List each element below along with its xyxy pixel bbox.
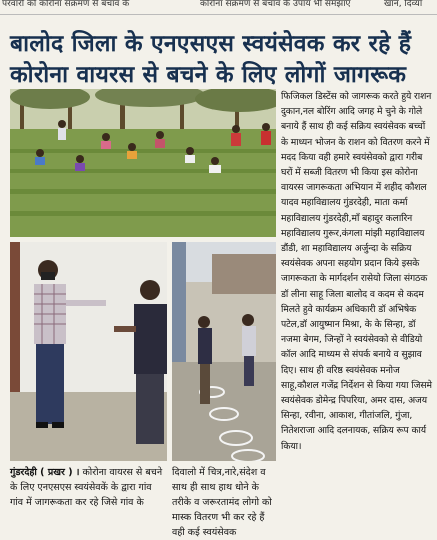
mask-distribution-image (10, 242, 167, 461)
top-strip (0, 0, 437, 15)
article-bottom-left-text: कोरोना वायरस से बचने के लिए एनएसएस स्वयंसेवकें के द्वारा गांव गांव में जागरूकता कर रहे जिसे गांव के (10, 467, 163, 508)
headline (10, 28, 430, 90)
headline-line2: कोरोना वायरस से बचने के लिए लोगों जागरूक (10, 61, 407, 88)
mask-distribution-photo (10, 242, 167, 461)
circles-painting-photo (172, 242, 276, 461)
headline-line1: बालोद जिला के एनएसएस स्वयंसेवक कर रहे हैं (10, 30, 412, 57)
article-bottom-middle (172, 465, 278, 540)
article-bottom-middle-text: दिवालो में चित्र,नारे,संदेश व साथ ही साथ हाथ धोने के तरीके व जरूरतामंद लोगो को मास्क वितरण भी कर रहे हैं वही कई स्वयंसेवक (172, 467, 272, 538)
article-right-column-text: फिजिकल डिस्टेंस को जागरूक करते हुये राशन दुकान,नल बोरिंग आदि जगह मे चुने के गोले बनाये हैं साथ ही कई सक्रिय स्वयंसेवक बच्चों के माध्यन भोजन के राशन को वितरण करने में मदद किया वही हमारे स्वयंसेवको द्वारा गरीब घरों में सब्जी वितरण भी किया इस कोरोना वायरस जागरूकता अभियान में शहीद कौशल यादव महाविद्यालय गुंडरदेही, माता कर्मा महाविद्यालय गुंडरदेही,मॉं बहादुर कलारिन महाविद्यालय गुरूर,कंगला मांझी महाविद्यालय डौंडी, शा महाविद्यालय अर्जुन्दा के सक्रिय स्वयंसेवक अपना सहयोग प्रदान किये इसके जागरूकता के मार्गदर्शन रासेयो जिला संगठक डॉ लीना साहू जिला बालोद व कदम से कदम मिलते हुवे कार्यक्रम अधिकारी डॉ अभिषेक पटेल,डॉ आयुष्मान मिश्रा, के के सिन्हा, डॉ नजमा बेगम, जिन्हों ने स्वयंसेवको से वीडियो कॉल आदि माध्यम से संपर्क बनाये व सुझाव दिए। साथ ही वरिष्ठ स्वयंसेवक मनोज साहू,कौशल गजेंद्र निर्देशन से किया गया जिसमे स्वयंसेवक डोमेन्द्र पिपरिया, अमर दास, अजय सिन्हा, रवीना, आकाश, गीतांजलि, गुंजा, नितेशराजा आदि दलनायक, सक्रिय रूप कार्य किया। (281, 91, 432, 452)
field-photo-image (10, 89, 276, 237)
top-strip-left: परवारों को कोरोना संक्रमण से बचाव के (2, 0, 130, 9)
article-right-column (281, 89, 434, 454)
article-bottom-left (10, 465, 167, 510)
dateline: गुंडरदेही ( प्रखर ) । (10, 467, 80, 478)
top-strip-middle: कोरोना संक्रमण से बचाव के उपाय भी समझाए (200, 0, 351, 9)
field-photo (10, 89, 276, 237)
top-strip-right: खान, दिव्या (384, 0, 423, 9)
circles-painting-image (172, 242, 276, 461)
